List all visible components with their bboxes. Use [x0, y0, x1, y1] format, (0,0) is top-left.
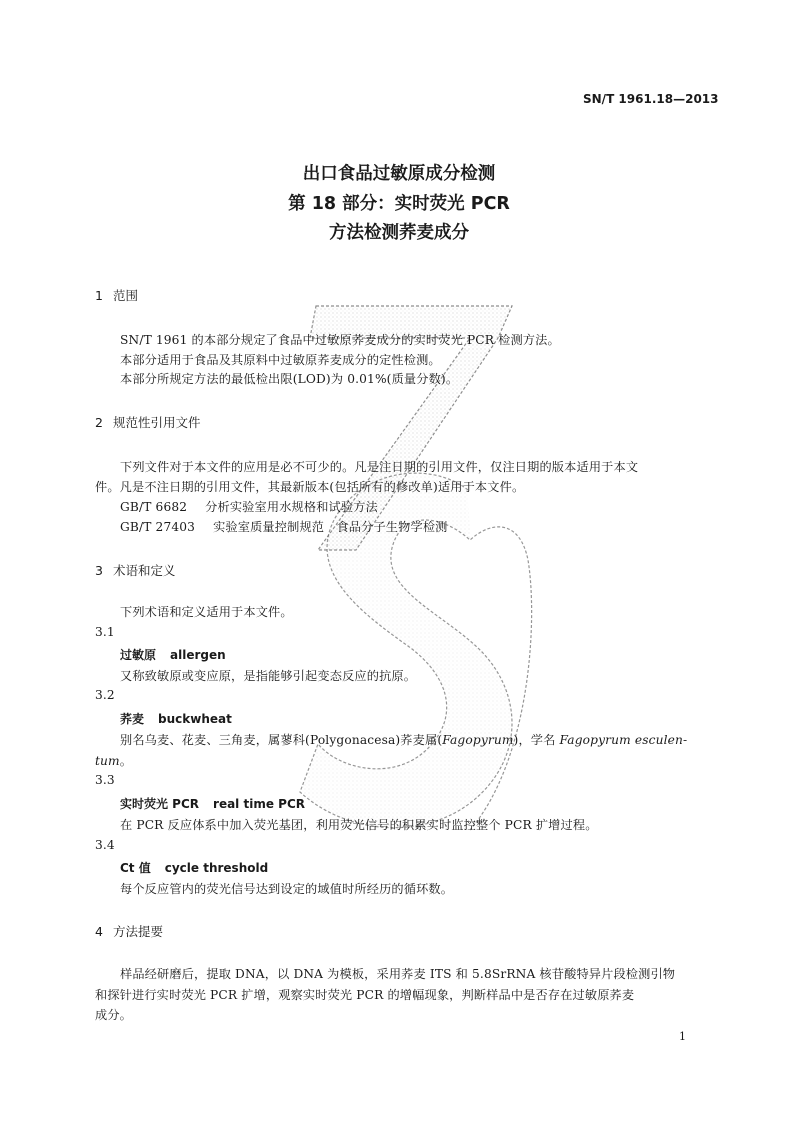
term-heading [120, 859, 268, 876]
section-3-heading [95, 561, 176, 579]
term-definition [120, 731, 687, 748]
term-zh: 荞麦 [120, 712, 145, 726]
document-title-line-3: 方法检测荞麦成分 [329, 223, 469, 243]
section-2-para-1b: 件。凡是不注日期的引用文件，其最新版本(包括所有的修改单)适用于本文件。 [95, 480, 525, 494]
section-3-number: 3 [95, 563, 103, 578]
term-definition-species-end: tum [95, 754, 120, 768]
term-zh: Ct 值 [120, 861, 151, 875]
term-definition: 又称致敏原或变应原，是指能够引起变态反应的抗原。 [120, 669, 417, 683]
term-zh: 过敏原 [120, 648, 157, 662]
term-definition-continued [95, 752, 132, 769]
term-definition: 每个反应管内的荧光信号达到设定的域值时所经历的循环数。 [120, 882, 454, 896]
section-4-para-line-3: 成分。 [95, 1008, 133, 1022]
section-3-title: 术语和定义 [113, 563, 176, 578]
term-heading [120, 795, 305, 812]
page-number: 1 [679, 1030, 686, 1043]
section-4-number: 4 [95, 924, 103, 939]
document-title-line-1: 出口食品过敏原成分检测 [302, 164, 496, 184]
section-2-heading [95, 413, 201, 431]
section-4-para-line-1: 样品经研磨后，提取 DNA，以 DNA 为模板，采用荞麦 ITS 和 5.8SrRNA 核苷酸特异片段检测引物 [120, 967, 676, 981]
section-1-number: 1 [95, 288, 103, 303]
reference-title: 实验室质量控制规范 食品分子生物学检测 [213, 520, 448, 534]
term-definition-part: 别名乌麦、花麦、三角麦，属蓼科(Polygonacesa)荞麦属( [120, 733, 443, 747]
standard-number: SN/T 1961.18—2013 [583, 92, 719, 106]
section-1-para-2: 本部分适用于食品及其原料中过敏原荞麦成分的定性检测。 [120, 353, 441, 367]
term-en: cycle threshold [164, 861, 269, 875]
term-en: real time PCR [213, 797, 305, 811]
reference-item [120, 498, 378, 515]
reference-code: GB/T 27403 [120, 520, 196, 534]
reference-title: 分析实验室用水规格和试验方法 [205, 500, 378, 514]
section-1-title: 范围 [113, 288, 139, 303]
term-definition-genus: Fagopyrum [442, 733, 514, 747]
section-4-para-line-2: 和探针进行实时荧光 PCR 扩增，观察实时荧光 PCR 的增幅现象，判断样品中是否存在过敏原荞麦 [95, 988, 635, 1002]
document-title-line-2: 第 18 部分：实时荧光 PCR [288, 194, 510, 214]
reference-item [120, 518, 448, 535]
section-2-title: 规范性引用文件 [113, 415, 201, 430]
term-heading [120, 646, 226, 663]
term-number: 3.1 [95, 625, 115, 639]
reference-code: GB/T 6682 [120, 500, 188, 514]
section-4-title: 方法提要 [113, 924, 164, 939]
section-2-para-1a: 下列文件对于本文件的应用是必不可少的。凡是注日期的引用文件，仅注日期的版本适用于本文 [120, 460, 639, 474]
section-1-para-1: SN/T 1961 的本部分规定了食品中过敏原荞麦成分的实时荧光 PCR 检测方法。 [120, 333, 560, 347]
term-definition: 在 PCR 反应体系中加入荧光基团，利用荧光信号的积累实时监控整个 PCR 扩增过程。 [120, 818, 598, 832]
term-number: 3.3 [95, 773, 115, 787]
section-4-heading [95, 922, 163, 940]
term-number: 3.2 [95, 688, 115, 702]
term-heading [120, 710, 232, 727]
term-definition-species: Fagopyrum esculen- [559, 733, 688, 747]
term-en: allergen [170, 648, 226, 662]
term-zh: 实时荧光 PCR [120, 797, 200, 811]
section-1-heading [95, 286, 138, 304]
section-3-intro: 下列术语和定义适用于本文件。 [120, 605, 293, 619]
term-definition-part: )，学名 [513, 733, 560, 747]
section-1-para-3: 本部分所规定方法的最低检出限(LOD)为 0.01%(质量分数)。 [120, 372, 459, 386]
section-2-number: 2 [95, 415, 103, 430]
term-definition-part: 。 [119, 754, 133, 768]
term-number: 3.4 [95, 838, 115, 852]
term-en: buckwheat [158, 712, 232, 726]
